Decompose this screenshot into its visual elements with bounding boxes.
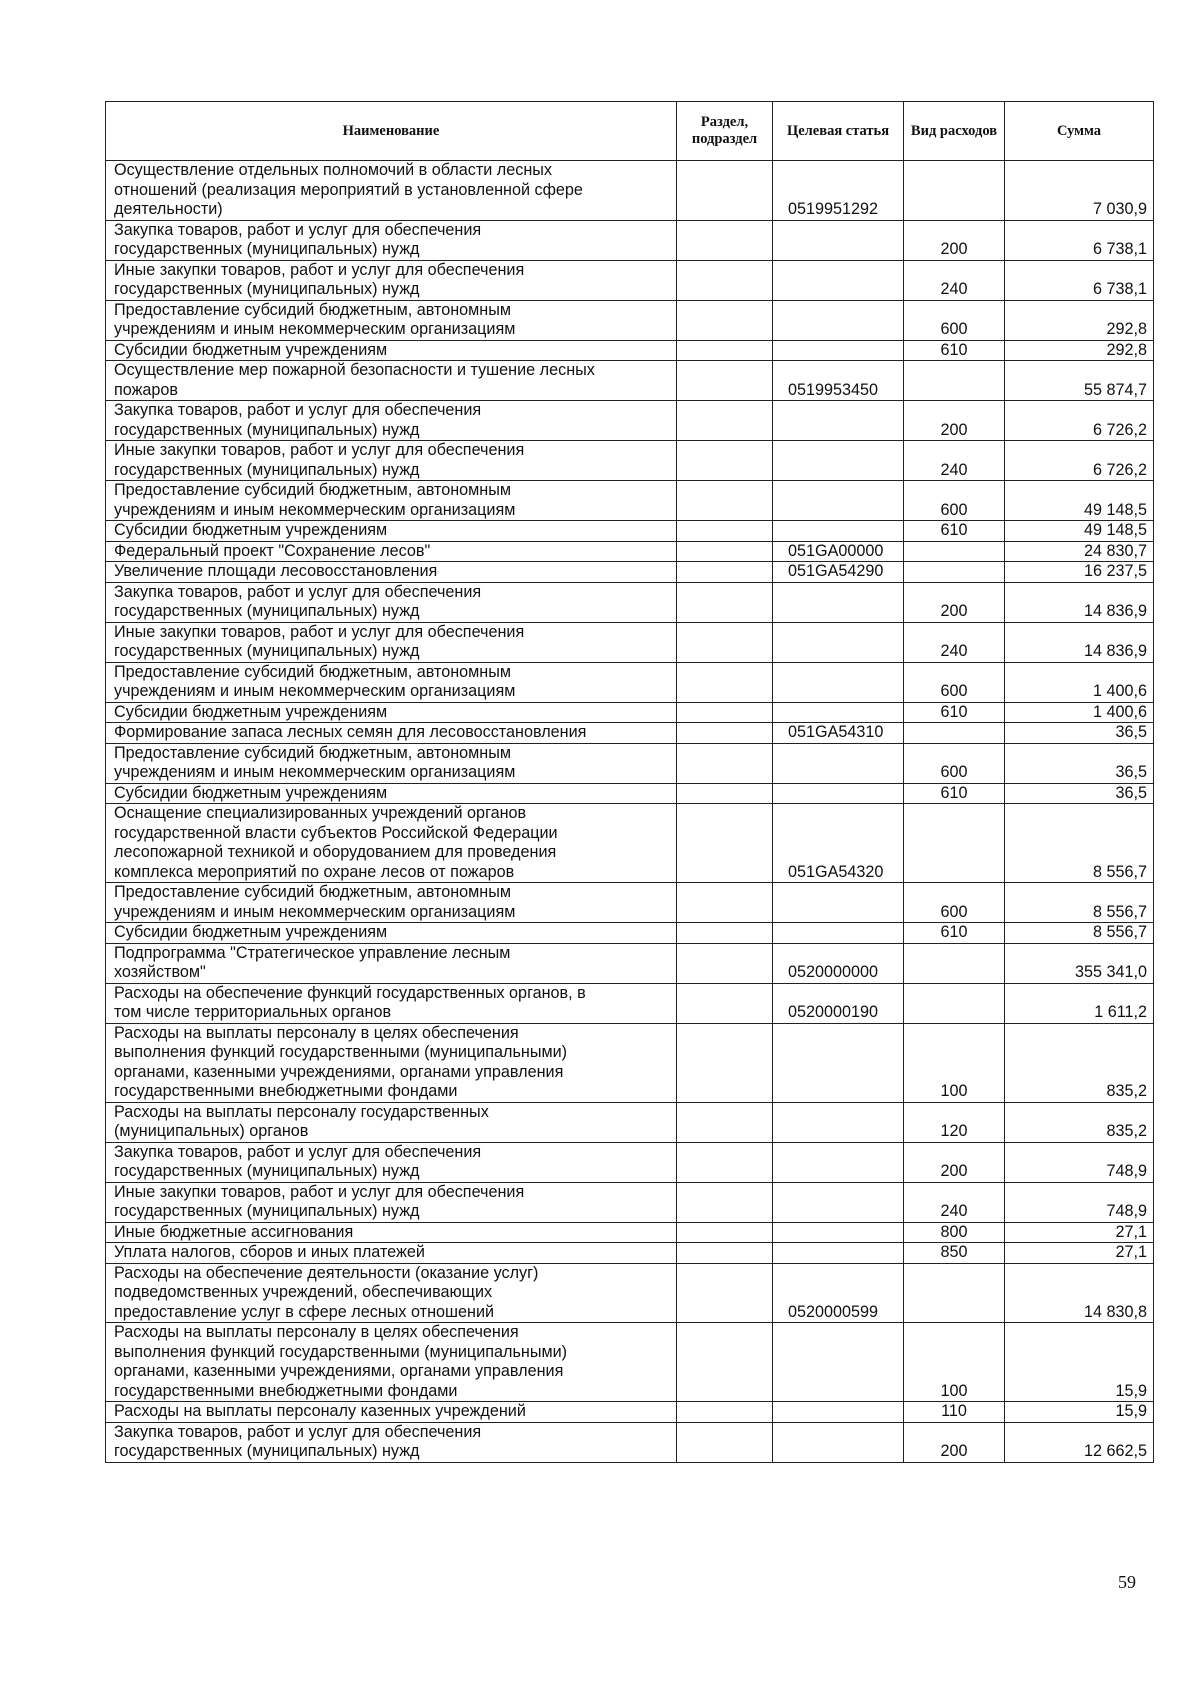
- cell-sum: 55 874,7: [1005, 361, 1154, 401]
- cell-section: [677, 1102, 773, 1142]
- cell-section: [677, 923, 773, 944]
- cell-section: [677, 1142, 773, 1182]
- cell-sum: 6 738,1: [1005, 220, 1154, 260]
- cell-kind: 120: [904, 1102, 1005, 1142]
- cell-sum: 8 556,7: [1005, 883, 1154, 923]
- cell-kind: 600: [904, 883, 1005, 923]
- cell-name: Иные закупки товаров, работ и услуг для обеспечения государственных (муниципальных) нужд: [106, 622, 677, 662]
- cell-section: [677, 622, 773, 662]
- cell-target: 051GA54290: [773, 562, 904, 583]
- cell-name: Осуществление мер пожарной безопасности и тушение лесных пожаров: [106, 361, 677, 401]
- cell-section: [677, 441, 773, 481]
- cell-section: [677, 481, 773, 521]
- cell-target: [773, 702, 904, 723]
- table-row: [106, 622, 1154, 662]
- cell-name: Субсидии бюджетным учреждениям: [106, 783, 677, 804]
- cell-kind: 240: [904, 441, 1005, 481]
- table-row: [106, 883, 1154, 923]
- cell-target: 0520000000: [773, 943, 904, 983]
- cell-target: [773, 1243, 904, 1264]
- table-row: [106, 340, 1154, 361]
- cell-target: [773, 401, 904, 441]
- cell-kind: 600: [904, 300, 1005, 340]
- cell-target: 051GA54320: [773, 804, 904, 883]
- cell-sum: 8 556,7: [1005, 923, 1154, 944]
- cell-target: [773, 883, 904, 923]
- cell-section: [677, 1263, 773, 1323]
- cell-kind: 240: [904, 260, 1005, 300]
- cell-section: [677, 220, 773, 260]
- cell-sum: 8 556,7: [1005, 804, 1154, 883]
- cell-target: 051GA54310: [773, 723, 904, 744]
- cell-kind: 610: [904, 340, 1005, 361]
- cell-sum: 6 726,2: [1005, 401, 1154, 441]
- cell-name: Расходы на выплаты персоналу государственных (муниципальных) органов: [106, 1102, 677, 1142]
- cell-name: Федеральный проект "Сохранение лесов": [106, 541, 677, 562]
- cell-name: Осуществление отдельных полномочий в области лесных отношений (реализация мероприятий в установленной сфере деятельности): [106, 161, 677, 221]
- cell-kind: [904, 943, 1005, 983]
- cell-name: Предоставление субсидий бюджетным, автономным учреждениям и иным некоммерческим организациям: [106, 662, 677, 702]
- header-section: Раздел, подраздел: [677, 102, 773, 161]
- cell-sum: 748,9: [1005, 1182, 1154, 1222]
- cell-target: [773, 1422, 904, 1462]
- table-row: [106, 1102, 1154, 1142]
- table-row: [106, 1023, 1154, 1102]
- cell-sum: 835,2: [1005, 1102, 1154, 1142]
- cell-section: [677, 1222, 773, 1243]
- cell-sum: 14 836,9: [1005, 582, 1154, 622]
- cell-sum: 36,5: [1005, 783, 1154, 804]
- cell-section: [677, 1422, 773, 1462]
- cell-name: Предоставление субсидий бюджетным, автономным учреждениям и иным некоммерческим организациям: [106, 743, 677, 783]
- cell-name: Расходы на обеспечение функций государственных органов, в том числе территориальных органов: [106, 983, 677, 1023]
- cell-target: [773, 923, 904, 944]
- cell-target: [773, 783, 904, 804]
- cell-kind: 600: [904, 743, 1005, 783]
- cell-sum: 49 148,5: [1005, 481, 1154, 521]
- cell-target: [773, 1102, 904, 1142]
- cell-kind: 110: [904, 1402, 1005, 1423]
- cell-sum: 14 830,8: [1005, 1263, 1154, 1323]
- header-name: Наименование: [106, 102, 677, 161]
- cell-target: [773, 260, 904, 300]
- cell-sum: 355 341,0: [1005, 943, 1154, 983]
- table-row: [106, 260, 1154, 300]
- table-row: [106, 804, 1154, 883]
- cell-target: [773, 622, 904, 662]
- cell-kind: 200: [904, 1422, 1005, 1462]
- cell-kind: 100: [904, 1323, 1005, 1402]
- cell-section: [677, 562, 773, 583]
- cell-name: Субсидии бюджетным учреждениям: [106, 702, 677, 723]
- budget-table: [105, 101, 1154, 1463]
- cell-name: Предоставление субсидий бюджетным, автономным учреждениям и иным некоммерческим организациям: [106, 300, 677, 340]
- cell-target: [773, 1323, 904, 1402]
- cell-kind: [904, 361, 1005, 401]
- cell-kind: 100: [904, 1023, 1005, 1102]
- cell-sum: 1 611,2: [1005, 983, 1154, 1023]
- cell-target: [773, 521, 904, 542]
- cell-sum: 1 400,6: [1005, 702, 1154, 723]
- cell-sum: 15,9: [1005, 1402, 1154, 1423]
- cell-name: Расходы на обеспечение деятельности (оказание услуг) подведомственных учреждений, обеспечивающих предоставление услуг в сфере лесных отношений: [106, 1263, 677, 1323]
- cell-target: [773, 1402, 904, 1423]
- cell-target: 0520000599: [773, 1263, 904, 1323]
- cell-section: [677, 161, 773, 221]
- cell-target: 0520000190: [773, 983, 904, 1023]
- cell-name: Иные закупки товаров, работ и услуг для обеспечения государственных (муниципальных) нужд: [106, 260, 677, 300]
- cell-section: [677, 883, 773, 923]
- table-row: [106, 1222, 1154, 1243]
- header-kind: Вид расходов: [904, 102, 1005, 161]
- cell-target: [773, 1023, 904, 1102]
- cell-sum: 7 030,9: [1005, 161, 1154, 221]
- cell-name: Закупка товаров, работ и услуг для обеспечения государственных (муниципальных) нужд: [106, 401, 677, 441]
- cell-section: [677, 300, 773, 340]
- cell-section: [677, 1182, 773, 1222]
- cell-kind: 200: [904, 401, 1005, 441]
- cell-sum: 36,5: [1005, 743, 1154, 783]
- cell-target: [773, 441, 904, 481]
- cell-name: Предоставление субсидий бюджетным, автономным учреждениям и иным некоммерческим организациям: [106, 481, 677, 521]
- cell-section: [677, 401, 773, 441]
- table-row: [106, 1263, 1154, 1323]
- cell-kind: 200: [904, 582, 1005, 622]
- cell-kind: [904, 1263, 1005, 1323]
- cell-section: [677, 702, 773, 723]
- cell-section: [677, 662, 773, 702]
- cell-sum: 27,1: [1005, 1222, 1154, 1243]
- cell-kind: [904, 541, 1005, 562]
- table-row: [106, 723, 1154, 744]
- table-row: [106, 521, 1154, 542]
- cell-kind: 610: [904, 521, 1005, 542]
- cell-sum: 14 836,9: [1005, 622, 1154, 662]
- table-row: [106, 743, 1154, 783]
- cell-target: [773, 1182, 904, 1222]
- table-row: [106, 161, 1154, 221]
- table-row: [106, 220, 1154, 260]
- cell-section: [677, 1402, 773, 1423]
- cell-kind: [904, 723, 1005, 744]
- cell-target: [773, 300, 904, 340]
- cell-section: [677, 521, 773, 542]
- cell-sum: 24 830,7: [1005, 541, 1154, 562]
- cell-section: [677, 943, 773, 983]
- cell-target: [773, 220, 904, 260]
- cell-section: [677, 1243, 773, 1264]
- table-row: [106, 1142, 1154, 1182]
- table-row: [106, 943, 1154, 983]
- cell-section: [677, 743, 773, 783]
- table-row: [106, 662, 1154, 702]
- cell-target: [773, 1222, 904, 1243]
- cell-kind: 610: [904, 783, 1005, 804]
- cell-name: Субсидии бюджетным учреждениям: [106, 923, 677, 944]
- cell-name: Субсидии бюджетным учреждениям: [106, 340, 677, 361]
- cell-section: [677, 541, 773, 562]
- cell-kind: 240: [904, 622, 1005, 662]
- cell-sum: 36,5: [1005, 723, 1154, 744]
- table-body: [106, 161, 1154, 1463]
- cell-target: [773, 481, 904, 521]
- cell-name: Уплата налогов, сборов и иных платежей: [106, 1243, 677, 1264]
- cell-target: 0519953450: [773, 361, 904, 401]
- table-row: [106, 582, 1154, 622]
- cell-target: 0519951292: [773, 161, 904, 221]
- page-number: 59: [1118, 1572, 1136, 1592]
- cell-name: Иные закупки товаров, работ и услуг для обеспечения государственных (муниципальных) нужд: [106, 441, 677, 481]
- cell-kind: 240: [904, 1182, 1005, 1222]
- table-row: [106, 783, 1154, 804]
- cell-sum: 12 662,5: [1005, 1422, 1154, 1462]
- cell-name: Расходы на выплаты персоналу казенных учреждений: [106, 1402, 677, 1423]
- table-row: [106, 441, 1154, 481]
- cell-target: [773, 662, 904, 702]
- cell-kind: [904, 983, 1005, 1023]
- cell-sum: 6 726,2: [1005, 441, 1154, 481]
- cell-sum: 292,8: [1005, 340, 1154, 361]
- table-row: [106, 702, 1154, 723]
- cell-kind: 610: [904, 702, 1005, 723]
- cell-kind: [904, 562, 1005, 583]
- cell-sum: 6 738,1: [1005, 260, 1154, 300]
- table-row: [106, 562, 1154, 583]
- cell-name: Расходы на выплаты персоналу в целях обеспечения выполнения функций государственными (муниципальными) органами, казенными учреждениями, органами управления государственными внебюджетными фондами: [106, 1323, 677, 1402]
- table-row: [106, 923, 1154, 944]
- cell-target: [773, 582, 904, 622]
- header-target: Целевая статья: [773, 102, 904, 161]
- cell-sum: 835,2: [1005, 1023, 1154, 1102]
- cell-kind: [904, 804, 1005, 883]
- cell-sum: 748,9: [1005, 1142, 1154, 1182]
- cell-section: [677, 983, 773, 1023]
- cell-sum: 1 400,6: [1005, 662, 1154, 702]
- cell-name: Субсидии бюджетным учреждениям: [106, 521, 677, 542]
- cell-section: [677, 260, 773, 300]
- cell-sum: 16 237,5: [1005, 562, 1154, 583]
- cell-name: Иные бюджетные ассигнования: [106, 1222, 677, 1243]
- cell-kind: 850: [904, 1243, 1005, 1264]
- cell-sum: 15,9: [1005, 1323, 1154, 1402]
- cell-target: [773, 340, 904, 361]
- cell-name: Закупка товаров, работ и услуг для обеспечения государственных (муниципальных) нужд: [106, 220, 677, 260]
- cell-name: Закупка товаров, работ и услуг для обеспечения государственных (муниципальных) нужд: [106, 1142, 677, 1182]
- cell-name: Закупка товаров, работ и услуг для обеспечения государственных (муниципальных) нужд: [106, 1422, 677, 1462]
- cell-section: [677, 804, 773, 883]
- table-row: [106, 1323, 1154, 1402]
- cell-target: [773, 743, 904, 783]
- cell-section: [677, 582, 773, 622]
- cell-kind: 600: [904, 481, 1005, 521]
- cell-kind: 600: [904, 662, 1005, 702]
- cell-sum: 49 148,5: [1005, 521, 1154, 542]
- cell-section: [677, 361, 773, 401]
- cell-name: Увеличение площади лесовосстановления: [106, 562, 677, 583]
- table-row: [106, 300, 1154, 340]
- cell-name: Формирование запаса лесных семян для лесовосстановления: [106, 723, 677, 744]
- cell-kind: 610: [904, 923, 1005, 944]
- table-row: [106, 1182, 1154, 1222]
- cell-section: [677, 340, 773, 361]
- table-row: [106, 1402, 1154, 1423]
- cell-kind: [904, 161, 1005, 221]
- header-sum: Сумма: [1005, 102, 1154, 161]
- cell-section: [677, 1023, 773, 1102]
- table-header-row: [106, 102, 1154, 161]
- cell-name: Закупка товаров, работ и услуг для обеспечения государственных (муниципальных) нужд: [106, 582, 677, 622]
- cell-name: Предоставление субсидий бюджетным, автономным учреждениям и иным некоммерческим организациям: [106, 883, 677, 923]
- cell-section: [677, 783, 773, 804]
- cell-kind: 200: [904, 220, 1005, 260]
- table-row: [106, 541, 1154, 562]
- cell-target: 051GA00000: [773, 541, 904, 562]
- table-row: [106, 481, 1154, 521]
- table-row: [106, 361, 1154, 401]
- cell-kind: 800: [904, 1222, 1005, 1243]
- cell-sum: 292,8: [1005, 300, 1154, 340]
- cell-sum: 27,1: [1005, 1243, 1154, 1264]
- cell-kind: 200: [904, 1142, 1005, 1182]
- cell-target: [773, 1142, 904, 1182]
- cell-section: [677, 1323, 773, 1402]
- table-row: [106, 1243, 1154, 1264]
- cell-name: Подпрограмма "Стратегическое управление лесным хозяйством": [106, 943, 677, 983]
- cell-name: Иные закупки товаров, работ и услуг для обеспечения государственных (муниципальных) нужд: [106, 1182, 677, 1222]
- table-row: [106, 983, 1154, 1023]
- table-row: [106, 1422, 1154, 1462]
- table-row: [106, 401, 1154, 441]
- cell-section: [677, 723, 773, 744]
- cell-name: Расходы на выплаты персоналу в целях обеспечения выполнения функций государственными (муниципальными) органами, казенными учреждениями, органами управления государственными внебюджетными фондами: [106, 1023, 677, 1102]
- cell-name: Оснащение специализированных учреждений органов государственной власти субъектов Российской Федерации лесопожарной техникой и оборудованием для проведения комплекса мероприятий по охране лесов от пожаров: [106, 804, 677, 883]
